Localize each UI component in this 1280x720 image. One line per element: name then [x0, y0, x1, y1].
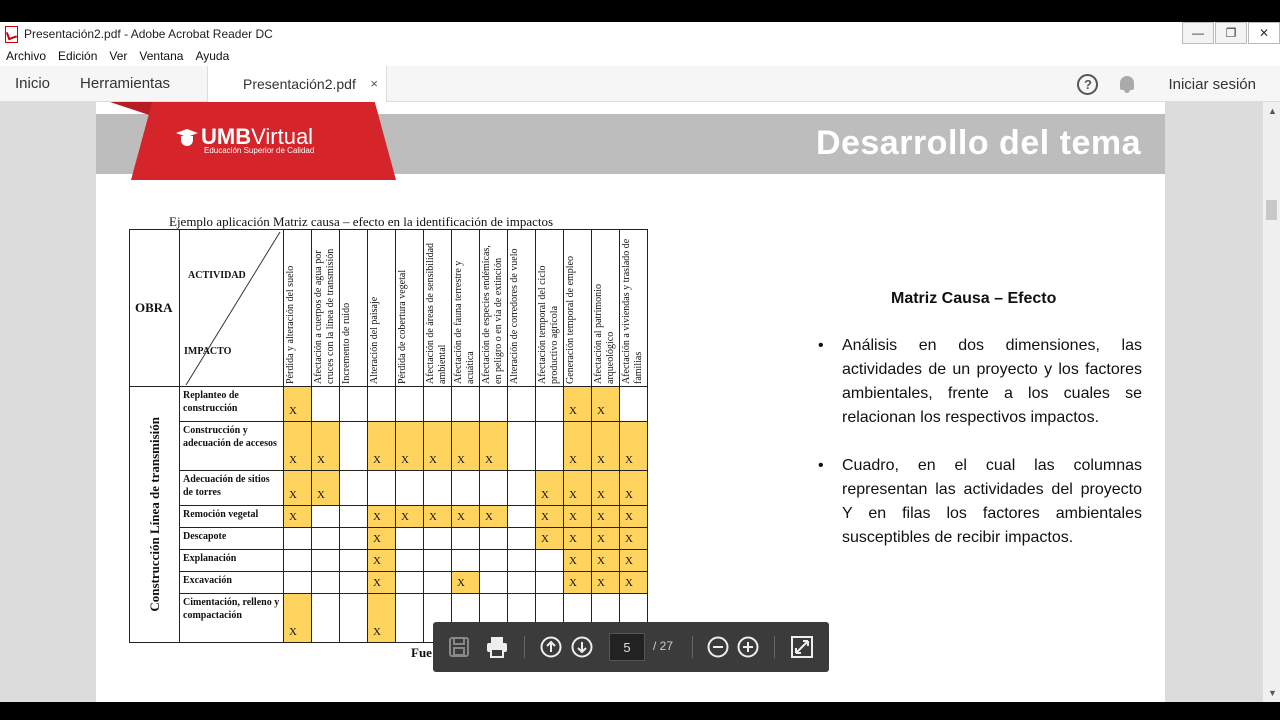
- matrix-column-label: Alteración del paisaje: [369, 296, 380, 384]
- matrix-empty-cell: [536, 572, 564, 594]
- matrix-mark-cell: X: [284, 506, 312, 528]
- matrix-mark-cell: X: [396, 506, 424, 528]
- matrix-column-header: [508, 230, 536, 387]
- matrix-empty-cell: [340, 572, 368, 594]
- matrix-mark-cell: X: [424, 422, 452, 471]
- matrix-empty-cell: [368, 387, 396, 422]
- matrix-row-label: Descapote: [180, 528, 284, 550]
- sign-in-button[interactable]: Iniciar sesión: [1168, 75, 1256, 93]
- matrix-row-label: Excavación: [180, 572, 284, 594]
- matrix-mark-cell: X: [536, 471, 564, 506]
- diagonal-divider: [180, 230, 284, 387]
- matrix-column-header: [452, 230, 480, 387]
- toolbar-separator: [524, 636, 525, 658]
- matrix-empty-cell: [620, 387, 648, 422]
- matrix-column-header: [564, 230, 592, 387]
- tab-right-area: [1077, 66, 1256, 102]
- matrix-mark-cell: X: [620, 550, 648, 572]
- matrix-empty-cell: [508, 387, 536, 422]
- bullet-item: • Análisis en dos dimensiones, las actividades de un proyecto y los factores ambientales, frente a los cuales se relacionan los respectivos impactos.: [816, 334, 1142, 430]
- matrix-empty-cell: [312, 594, 340, 643]
- matrix-row-label: Replanteo de construcción: [180, 387, 284, 422]
- figure-title: Ejemplo aplicación Matriz causa – efecto en la identificación de impactos: [169, 214, 554, 229]
- matrix-mark-cell: X: [564, 422, 592, 471]
- matrix-row-label: Cimentación, relleno y compactación: [180, 594, 284, 643]
- document-viewer[interactable]: [0, 102, 1262, 702]
- matrix-empty-cell: [312, 550, 340, 572]
- matrix-column-header: [620, 230, 648, 387]
- toolbar-separator: [774, 636, 775, 658]
- scroll-thumb[interactable]: [1266, 200, 1277, 220]
- matrix-empty-cell: [480, 572, 508, 594]
- matrix-empty-cell: [508, 528, 536, 550]
- restore-button[interactable]: ❐: [1215, 22, 1247, 44]
- help-icon[interactable]: ?: [1077, 74, 1098, 95]
- table-row: [130, 387, 648, 422]
- matrix-mark-cell: X: [592, 506, 620, 528]
- matrix-column-label: Generación temporal de empleo: [565, 256, 576, 384]
- activity-impact-header: [180, 230, 284, 387]
- screen-bottom-strip: [0, 702, 1280, 720]
- matrix-column-label: Alteración de corredores de vuelo: [509, 248, 520, 384]
- matrix-empty-cell: [284, 550, 312, 572]
- matrix-empty-cell: [536, 422, 564, 471]
- table-row: [130, 471, 648, 506]
- matrix-empty-cell: [340, 422, 368, 471]
- tab-document-label: Presentación2.pdf: [243, 76, 356, 92]
- matrix-mark-cell: X: [368, 572, 396, 594]
- matrix-mark-cell: X: [480, 422, 508, 471]
- pdf-page: [96, 102, 1165, 702]
- matrix-mark-cell: X: [592, 550, 620, 572]
- logo-tagline: Educación Superior de Calidad: [204, 146, 315, 155]
- matrix-empty-cell: [340, 550, 368, 572]
- matrix-mark-cell: X: [620, 471, 648, 506]
- matrix-empty-cell: [340, 387, 368, 422]
- matrix-column-label: Afectación de áreas de sensibilidad ambiental: [425, 242, 448, 384]
- matrix-mark-cell: X: [284, 471, 312, 506]
- menu-ayuda[interactable]: Ayuda: [195, 49, 230, 63]
- matrix-mark-cell: X: [424, 506, 452, 528]
- matrix-mark-cell: X: [368, 506, 396, 528]
- matrix-empty-cell: [340, 528, 368, 550]
- floating-page-toolbar: [433, 622, 829, 672]
- obra-header: OBRA: [130, 230, 180, 387]
- matrix-empty-cell: [368, 471, 396, 506]
- matrix-empty-cell: [508, 506, 536, 528]
- group-cell: [130, 387, 180, 643]
- page-number-input[interactable]: 5: [609, 633, 645, 661]
- table-row: [130, 572, 648, 594]
- vertical-scrollbar[interactable]: [1262, 102, 1280, 702]
- matrix-empty-cell: [340, 594, 368, 643]
- matrix-empty-cell: [452, 471, 480, 506]
- matrix-mark-cell: X: [592, 422, 620, 471]
- matrix-mark-cell: X: [564, 572, 592, 594]
- matrix-row-label: Construcción y adecuación de accesos: [180, 422, 284, 471]
- tab-document[interactable]: [207, 66, 387, 102]
- matrix-empty-cell: [396, 550, 424, 572]
- matrix-mark-cell: X: [620, 506, 648, 528]
- matrix-mark-cell: X: [284, 594, 312, 643]
- matrix-column-label: Afectación de especies endémicas, en peligro o en vía de extinción: [481, 245, 504, 384]
- matrix-empty-cell: [312, 506, 340, 528]
- matrix-row-label: Remoción vegetal: [180, 506, 284, 528]
- matrix-column-label: Pérdida y alteración del suelo: [285, 265, 296, 384]
- matrix-empty-cell: [508, 572, 536, 594]
- slide-header-title: Desarrollo del tema: [815, 124, 1141, 162]
- matrix-mark-cell: X: [592, 471, 620, 506]
- bell-icon[interactable]: [1118, 74, 1136, 94]
- zoom-in-icon[interactable]: [737, 636, 759, 658]
- screen-top-strip: [0, 0, 1280, 22]
- matrix-mark-cell: X: [592, 387, 620, 422]
- matrix-mark-cell: X: [480, 506, 508, 528]
- matrix-empty-cell: [284, 572, 312, 594]
- previous-page-icon[interactable]: [540, 636, 562, 658]
- matrix-mark-cell: X: [284, 422, 312, 471]
- title-bar: [0, 22, 1280, 46]
- matrix-empty-cell: [396, 528, 424, 550]
- matrix-empty-cell: [312, 572, 340, 594]
- matrix-column-label: Afectación temporal del ciclo productivo agrícola: [537, 265, 560, 384]
- tab-tools[interactable]: Herramientas: [80, 75, 171, 92]
- menu-archivo[interactable]: Archivo: [6, 49, 47, 63]
- matrix-empty-cell: [312, 387, 340, 422]
- bullet-item: • Cuadro, en el cual las columnas representan las actividades del proyecto Y en filas los factores ambientales susceptibles de recibir impactos.: [816, 454, 1142, 550]
- matrix-empty-cell: [508, 422, 536, 471]
- matrix-column-header: [396, 230, 424, 387]
- fit-page-icon[interactable]: [791, 636, 813, 658]
- matrix-mark-cell: X: [452, 422, 480, 471]
- tab-bar: [0, 66, 1280, 102]
- matrix-mark-cell: X: [564, 550, 592, 572]
- matrix-column-header: [284, 230, 312, 387]
- matrix-empty-cell: [424, 550, 452, 572]
- matrix-mark-cell: X: [564, 506, 592, 528]
- toolbar-separator: [692, 636, 693, 658]
- matrix-empty-cell: [536, 387, 564, 422]
- menu-ver[interactable]: Ver: [109, 49, 128, 63]
- table-row: [130, 506, 648, 528]
- matrix-empty-cell: [284, 528, 312, 550]
- matrix-mark-cell: X: [284, 387, 312, 422]
- tab-home[interactable]: Inicio: [15, 75, 51, 92]
- matrix-mark-cell: X: [536, 506, 564, 528]
- matrix-column-header: [340, 230, 368, 387]
- matrix-mark-cell: X: [312, 422, 340, 471]
- zoom-out-icon[interactable]: [707, 636, 729, 658]
- matrix-row-label: Adecuación de sitios de torres: [180, 471, 284, 506]
- actividad-label: ACTIVIDAD: [188, 270, 246, 281]
- matrix-mark-cell: X: [368, 422, 396, 471]
- matrix-column-label: Afectación de fauna terrestre y acuática: [453, 260, 476, 384]
- matrix-mark-cell: X: [452, 506, 480, 528]
- menu-edicion[interactable]: Edición: [58, 49, 98, 63]
- matrix-empty-cell: [536, 550, 564, 572]
- source-note: Fue: [411, 645, 432, 660]
- matrix-column-label: Incremento de ruido: [341, 302, 352, 384]
- matrix-column-header: [424, 230, 452, 387]
- matrix-empty-cell: [424, 572, 452, 594]
- matrix-empty-cell: [424, 528, 452, 550]
- scroll-down-icon[interactable]: ▼: [1268, 688, 1277, 698]
- save-icon[interactable]: [448, 636, 470, 658]
- matrix-mark-cell: X: [592, 528, 620, 550]
- matrix-empty-cell: [312, 528, 340, 550]
- table-row: [130, 550, 648, 572]
- matrix-mark-cell: X: [396, 422, 424, 471]
- scroll-up-icon[interactable]: ▲: [1268, 106, 1277, 116]
- logo-brand-light: Virtual: [251, 124, 314, 149]
- logo-brand-bold: UMB: [201, 124, 252, 149]
- bullet-list: [816, 334, 1142, 574]
- matrix-mark-cell: X: [620, 422, 648, 471]
- next-page-icon[interactable]: [571, 636, 593, 658]
- matrix-column-label: Afectación a cuerpos de agua por cruces con la línea de transmisión: [313, 248, 336, 384]
- window-controls: [1181, 22, 1280, 46]
- matrix-mark-cell: X: [312, 471, 340, 506]
- menu-bar: [0, 46, 1280, 66]
- graduation-cap-icon: [176, 126, 198, 148]
- matrix-mark-cell: X: [368, 550, 396, 572]
- matrix-column-header: [592, 230, 620, 387]
- pdf-app-icon: [4, 26, 18, 42]
- matrix-mark-cell: X: [620, 572, 648, 594]
- matrix-column-header: [368, 230, 396, 387]
- close-button[interactable]: ✕: [1248, 22, 1280, 44]
- matrix-empty-cell: [340, 506, 368, 528]
- matrix-mark-cell: X: [620, 528, 648, 550]
- page-total: / 27: [653, 639, 674, 653]
- group-label: Construcción Línea de transmisión: [146, 417, 162, 612]
- matrix-empty-cell: [340, 471, 368, 506]
- matrix-empty-cell: [424, 471, 452, 506]
- matrix-column-header: [312, 230, 340, 387]
- print-icon[interactable]: [486, 636, 508, 658]
- matrix-mark-cell: X: [564, 528, 592, 550]
- table-row: [130, 528, 648, 550]
- matrix-mark-cell: X: [536, 528, 564, 550]
- cause-effect-matrix: [129, 229, 648, 643]
- matrix-empty-cell: [424, 387, 452, 422]
- matrix-column-label: Pérdida de cobertura vegetal: [397, 269, 408, 384]
- window-title: Presentación2.pdf - Adobe Acrobat Reader DC: [24, 27, 273, 41]
- matrix-empty-cell: [396, 572, 424, 594]
- matrix-empty-cell: [396, 471, 424, 506]
- matrix-empty-cell: [480, 528, 508, 550]
- menu-ventana[interactable]: Ventana: [139, 49, 184, 63]
- matrix-mark-cell: X: [368, 594, 396, 643]
- matrix-empty-cell: [452, 550, 480, 572]
- table-row: [130, 422, 648, 471]
- impacto-label: IMPACTO: [184, 346, 232, 357]
- bullet-heading: Matriz Causa – Efecto: [891, 290, 1057, 307]
- matrix-empty-cell: [396, 387, 424, 422]
- matrix-empty-cell: [480, 550, 508, 572]
- matrix-mark-cell: X: [564, 471, 592, 506]
- matrix-empty-cell: [480, 471, 508, 506]
- matrix-column-label: Afectación al patrimonio arqueológico: [593, 284, 616, 384]
- tab-close-icon[interactable]: ×: [370, 76, 378, 91]
- matrix-empty-cell: [452, 387, 480, 422]
- matrix-empty-cell: [480, 387, 508, 422]
- matrix-mark-cell: X: [368, 528, 396, 550]
- matrix-header-row: [130, 230, 648, 387]
- matrix-empty-cell: [508, 471, 536, 506]
- matrix-empty-cell: [396, 594, 424, 643]
- matrix-column-label: Afectación a viviendas y traslado de familias: [621, 238, 644, 384]
- matrix-row-label: Explanación: [180, 550, 284, 572]
- matrix-mark-cell: X: [452, 572, 480, 594]
- matrix-column-header: [536, 230, 564, 387]
- matrix-body: [130, 387, 648, 643]
- matrix-empty-cell: [452, 528, 480, 550]
- matrix-mark-cell: X: [592, 572, 620, 594]
- minimize-button[interactable]: —: [1182, 22, 1214, 44]
- matrix-empty-cell: [508, 550, 536, 572]
- matrix-column-header: [480, 230, 508, 387]
- matrix-mark-cell: X: [564, 387, 592, 422]
